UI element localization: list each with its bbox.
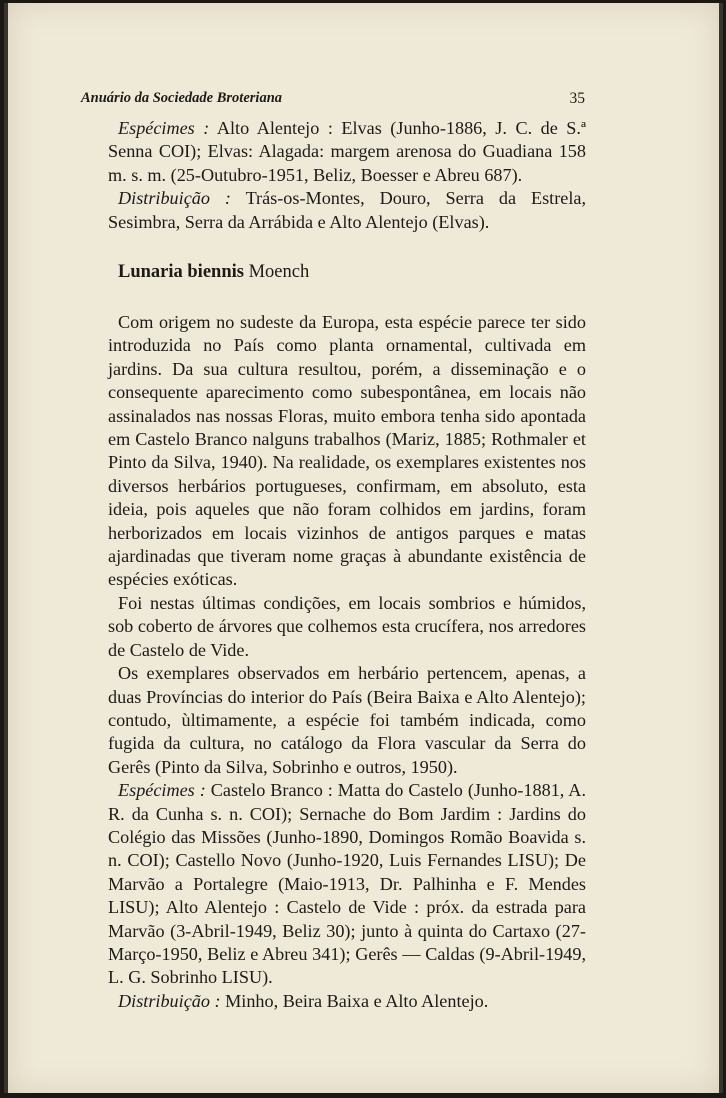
distribution-label: Distribuição : bbox=[118, 990, 221, 1011]
species-heading bbox=[118, 262, 309, 283]
journal-title: Anuário da Sociedade Broteriana bbox=[81, 90, 283, 106]
paragraph-herbarium: Os exemplares observados em herbário pertencem, apenas, a duas Províncias do interior do País (Beira Baixa e Alto Alentejo); contudo, ùltimamente, a espécie foi também indicada, como fugida da cultura, no catálogo da Flora vascular da Serra do Gerês (Pinto da Silva, Sobrinho e outros, 1950). bbox=[108, 663, 586, 777]
specimens-text: Castelo Branco : Matta do Castelo (Junho-1881, A. R. da Cunha s. n. COI); Sernache do Bom Jardim : Jardins do Colégio das Missões (Junho-1890, Domingos Romão Boavida s. n. COI); Castello Novo (Junho-1920, Luis Fernandes LISU); De Marvão a Portalegre (Maio-1913, Dr. Palhinha e F. Mendes LISU); Alto Alentejo : Castelo de Vide : próx. da estrada para Marvão (3-Abril-1949, Beliz 30); junto à quinta do Cartaxo (27-Março-1950, Beliz e Abreu 341); Gerês — Caldas (9-Abril-1949, L. G. Sobrinho LISU). bbox=[108, 780, 586, 988]
species-name: Lunaria biennis bbox=[118, 262, 244, 282]
species-author: Moench bbox=[243, 262, 310, 282]
text-block-main bbox=[108, 311, 586, 1013]
specimens-paragraph-main bbox=[108, 779, 586, 990]
distribution-paragraph-top bbox=[108, 187, 586, 234]
distribution-paragraph-main bbox=[108, 990, 586, 1013]
specimens-paragraph-top bbox=[108, 117, 586, 187]
distribution-text: Trás-os-Montes, Douro, Serra da Estrela, Sesimbra, Serra da Arrábida e Alto Alentejo (Elvas). bbox=[108, 188, 586, 232]
paragraph-collection: Foi nestas últimas condições, em locais sombrios e húmidos, sob coberto de árvores que colhemos esta crucífera, nos arredores de Castelo de Vide. bbox=[108, 592, 586, 660]
specimens-label: Espécimes : bbox=[118, 118, 210, 138]
distribution-text: Minho, Beira Baixa e Alto Alentejo. bbox=[220, 990, 489, 1011]
specimens-label: Espécimes : bbox=[118, 780, 206, 801]
right-page-edge bbox=[719, 3, 723, 1093]
text-block-top bbox=[108, 117, 586, 234]
specimens-text: Alto Alentejo : Elvas (Junho-1886, J. C. de S.ª Senna COI); Elvas: Alagada: margem arenosa do Guadiana 158 m. s. m. (25-Outubro-1951, Beliz, Boesser e Abreu 687). bbox=[108, 118, 586, 185]
page-number: 35 bbox=[569, 90, 585, 107]
paragraph-origin: Com origem no sudeste da Europa, esta espécie parece ter sido introduzida no País como planta ornamental, cultivada em jardins. Da sua cultura resultou, porém, a disseminação e o consequente aparecimento como subespontânea, em locais não assinalados nas nossas Floras, muito embora tenha sido apontada em Castelo Branco nalguns trabalhos (Mariz, 1885; Rothmaler et Pinto da Silva, 1940). Na realidade, os exemplares existentes nos diversos herbários portugueses, confirmam, em absoluto, esta ideia, pois aqueles que não foram colhidos em jardins, foram herborizados em locais vizinhos de antigos parques e matas ajardinadas que tiveram nome graças à abundante existência de espécies exóticas. bbox=[108, 312, 586, 590]
distribution-label: Distribuição : bbox=[118, 188, 231, 209]
running-header bbox=[81, 90, 585, 110]
